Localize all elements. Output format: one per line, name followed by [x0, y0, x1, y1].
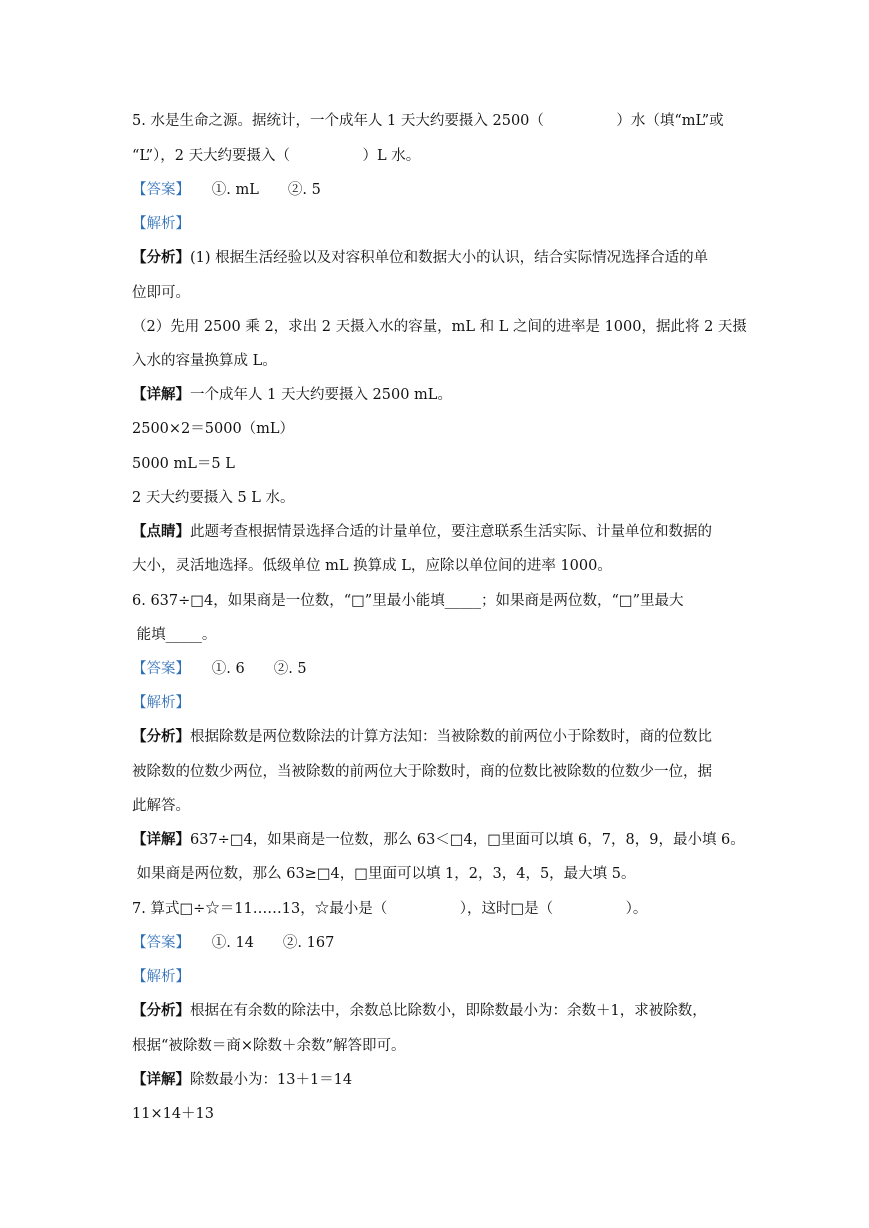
q5-stem-line2: “L”），2 天大约要摄入（ ）L 水。	[132, 148, 421, 164]
q7-calc-line1: 11×14＋13	[132, 1106, 215, 1122]
q5-fenxi-line2: 位即可。	[132, 285, 190, 301]
q5-analysis-tag: 【解析】	[132, 216, 190, 232]
q6-analysis-tag: 【解析】	[132, 695, 190, 711]
q6-xiangjie-line1: 637÷□4，如果商是一位数，那么 63＜□4，□里面可以填 6，7，8，9，最小填 6。	[190, 832, 745, 848]
q7-xiangjie-line1: 除数最小为：13＋1＝14	[190, 1072, 353, 1088]
q6-xiangjie-row	[132, 830, 745, 850]
q5-fenxi-line3: （2）先用 2500 乘 2，求出 2 天摄入水的容量，mL 和 L 之间的进率是 1000，据此将 2 天摄	[132, 319, 747, 335]
q5-xiangjie-line1: 一个成年人 1 天大约要摄入 2500 mL。	[190, 387, 452, 403]
q7-analysis-tag: 【解析】	[132, 969, 190, 985]
q5-dianjing-line2: 大小，灵活地选择。低级单位 mL 换算成 L，应除以单位间的进率 1000。	[132, 558, 612, 574]
q6-answer-text: ①. 6 ②. 5	[182, 661, 307, 677]
q7-fenxi-line2: 根据“被除数＝商×除数＋余数”解答即可。	[132, 1038, 406, 1054]
q7-answer-tag: 【答案】	[132, 935, 183, 951]
q5-stem-line1: 5. 水是生命之源。据统计，一个成年人 1 天大约要摄入 2500（ ）水（填“mL”或	[132, 113, 724, 129]
q7-xiangjie-label: 【详解】	[132, 1071, 190, 1088]
q7-stem-line1: 7. 算式□÷☆＝11……13，☆最小是（ ），这时□是（ ）。	[132, 901, 648, 917]
q5-dianjing-line1: 此题考查根据情景选择合适的计量单位，要注意联系生活实际、计量单位和数据的	[190, 524, 712, 540]
q5-fenxi-row	[132, 248, 708, 268]
q5-answer-row	[132, 180, 321, 200]
q6-xiangjie-line2: 如果商是两位数，那么 63≥□4，□里面可以填 1，2，3，4，5，最大填 5。	[132, 866, 636, 882]
q6-answer-row	[132, 659, 307, 679]
q6-fenxi-label: 【分析】	[132, 728, 190, 745]
q5-xiangjie-label: 【详解】	[132, 386, 190, 403]
q7-fenxi-line1: 根据在有余数的除法中，余数总比除数小，即除数最小为：余数＋1，求被除数，	[190, 1003, 707, 1019]
q6-fenxi-line1: 根据除数是两位数除法的计算方法知：当被除数的前两位小于除数时，商的位数比	[190, 729, 712, 745]
q5-xiangjie-row	[132, 385, 452, 405]
q5-fenxi-line4: 入水的容量换算成 L。	[132, 353, 277, 369]
q6-answer-tag: 【答案】	[132, 661, 183, 677]
q6-fenxi-line3: 此解答。	[132, 798, 190, 814]
q6-stem-line1: 6. 637÷□4，如果商是一位数，“□”里最小能填_____；如果商是两位数，“□”里最大	[132, 593, 684, 609]
q7-fenxi-label: 【分析】	[132, 1002, 190, 1019]
q5-calc-line1: 2500×2＝5000（mL）	[132, 421, 295, 437]
q7-fenxi-row	[132, 1001, 707, 1021]
q5-fenxi-label: 【分析】	[132, 249, 190, 266]
q5-calc-line2: 5000 mL＝5 L	[132, 456, 235, 472]
q5-answer-tag: 【答案】	[132, 182, 183, 198]
q7-answer-row	[132, 933, 334, 953]
q7-xiangjie-row	[132, 1070, 352, 1090]
q6-fenxi-row	[132, 727, 712, 747]
q7-answer-text: ①. 14 ②. 167	[182, 935, 335, 951]
q5-calc-line3: 2 天大约要摄入 5 L 水。	[132, 490, 295, 506]
q6-stem-line2: 能填_____。	[132, 627, 217, 643]
q5-dianjing-label: 【点睛】	[132, 523, 190, 540]
q5-dianjing-row	[132, 522, 712, 542]
q6-fenxi-line2: 被除数的位数少两位，当被除数的前两位大于除数时，商的位数比被除数的位数少一位，据	[132, 764, 712, 780]
q6-xiangjie-label: 【详解】	[132, 831, 190, 848]
q5-answer-text: ①. mL ②. 5	[182, 182, 321, 198]
q5-fenxi-line1: (1) 根据生活经验以及对容积单位和数据大小的认识，结合实际情况选择合适的单	[190, 250, 709, 266]
